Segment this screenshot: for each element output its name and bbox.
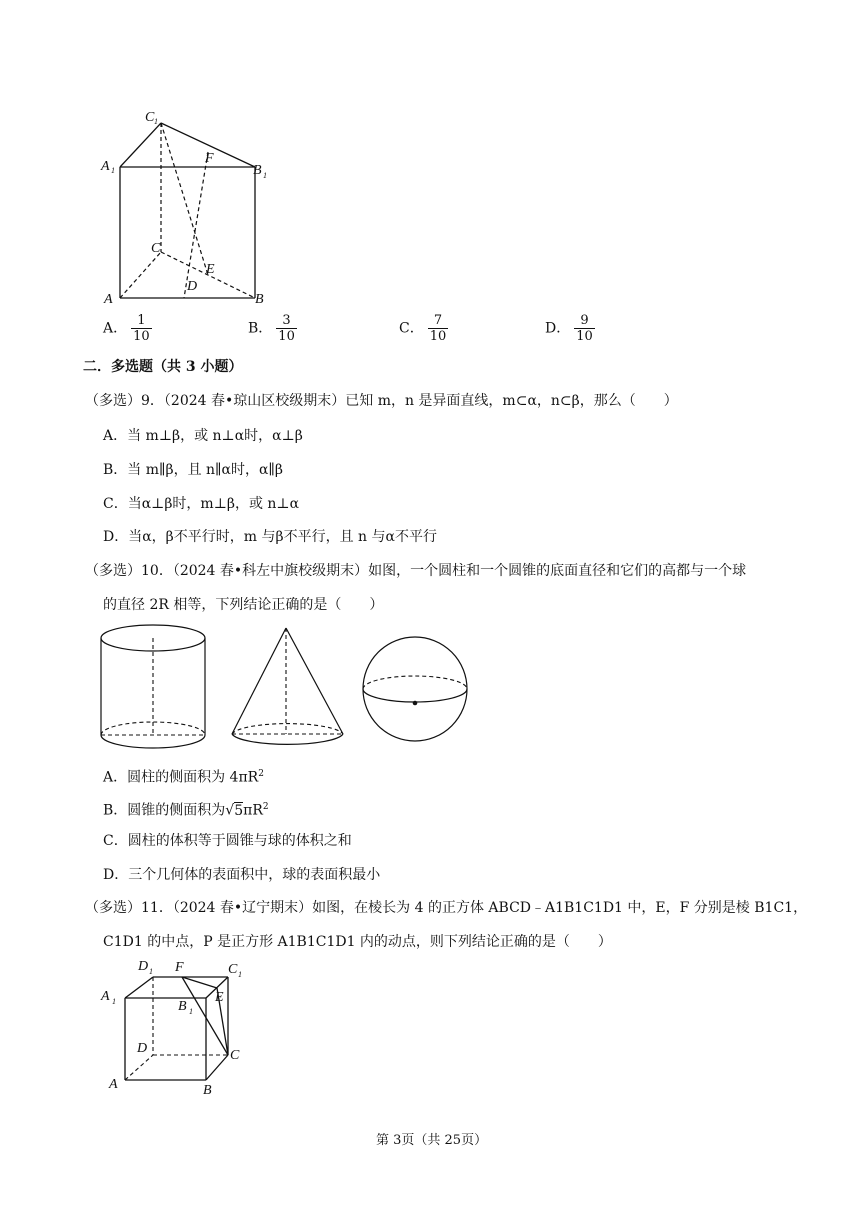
fig1-label: B (253, 163, 262, 178)
fig3-label: 1 (238, 970, 242, 979)
q10-option-a: A．圆柱的侧面积为 $4\pi R^2$ (103, 769, 264, 786)
fig3-label: 1 (149, 967, 153, 976)
sqrt-symbol: √ (225, 802, 235, 819)
q9-option-a: A．当 m⊥β，或 n⊥α时，α⊥β (103, 428, 303, 444)
q8-option-d: D． $\frac{9}{10}$ (545, 313, 593, 344)
q10-option-c: C．圆柱的体积等于圆锥与球的体积之和 (103, 833, 352, 849)
fig3-label: A (101, 989, 110, 1004)
cube-figure (95, 955, 255, 1095)
q8-option-b: B． $\frac{3}{10}$ (248, 313, 295, 344)
q11-stem-line2: C1D1 的中点，P 是正方形 A1B1C1D1 内的动点，则下列结论正确的是（ ） (103, 934, 612, 950)
fig1-label: E (206, 262, 215, 277)
fig1-label: C (151, 241, 161, 256)
q9-option-c: C．当α⊥β时，m⊥β，或 n⊥α (103, 496, 300, 512)
fig3-label: B (203, 1083, 212, 1095)
q8-option-a: A． $\frac{1}{10}$ (103, 313, 150, 344)
fig1-label: A (101, 159, 110, 174)
fig1-label: C (145, 110, 155, 125)
fig3-label: E (215, 990, 224, 1005)
solids-figure (95, 620, 485, 760)
fig1-label: 1 (263, 171, 267, 180)
fig3-label: C (228, 962, 238, 977)
fig3-label: C (230, 1048, 240, 1063)
fig3-label: D (138, 959, 149, 974)
q10-option-b: B．圆锥的侧面积为$√5\pi R^2$ (103, 802, 269, 819)
fig1-label: 1 (154, 117, 158, 126)
q9-stem: （多选）9．（2024 春•琼山区校级期末）已知 m，n 是异面直线，m⊂α，n⊂β，那么（ ） (85, 393, 678, 409)
q10-option-d: D．三个几何体的表面积中，球的表面积最小 (103, 867, 381, 883)
fig3-label: 1 (189, 1007, 193, 1016)
q10-stem-line2: 的直径 2R 相等，下列结论正确的是（ ） (103, 597, 384, 613)
fig3-label: 1 (112, 997, 116, 1006)
fig1-label: A (104, 292, 113, 305)
fig3-label: F (175, 960, 184, 975)
q11-stem-line1: （多选）11．（2024 春•辽宁期末）如图，在棱长为 4 的正方体 ABCD﹣A1B1C1D1 中，E，F 分别是棱 B1C1， (85, 900, 808, 916)
fig1-label: D (187, 279, 198, 294)
q10-stem-line1: （多选）10．（2024 春•科左中旗校级期末）如图，一个圆柱和一个圆锥的底面直径和它们的高都与一个球 (85, 563, 747, 579)
section-title: 二．多选题（共 3 小题） (83, 359, 243, 375)
fig3-label: B (178, 999, 187, 1014)
fig1-label: F (205, 151, 214, 166)
fig1-label: B (255, 292, 264, 305)
q8-option-c: C． $\frac{7}{10}$ (399, 313, 447, 344)
q9-option-d: D．当α，β不平行时，m 与β不平行，且 n 与α不平行 (103, 529, 437, 545)
fig3-label: A (109, 1077, 118, 1092)
page-footer: 第 3页（共 25页） (376, 1133, 488, 1148)
prism-figure (95, 100, 280, 305)
fig3-label: D (137, 1041, 148, 1056)
q9-option-b: B．当 m∥β，且 n∥α时，α∥β (103, 462, 283, 478)
fig1-label: 1 (111, 166, 115, 175)
